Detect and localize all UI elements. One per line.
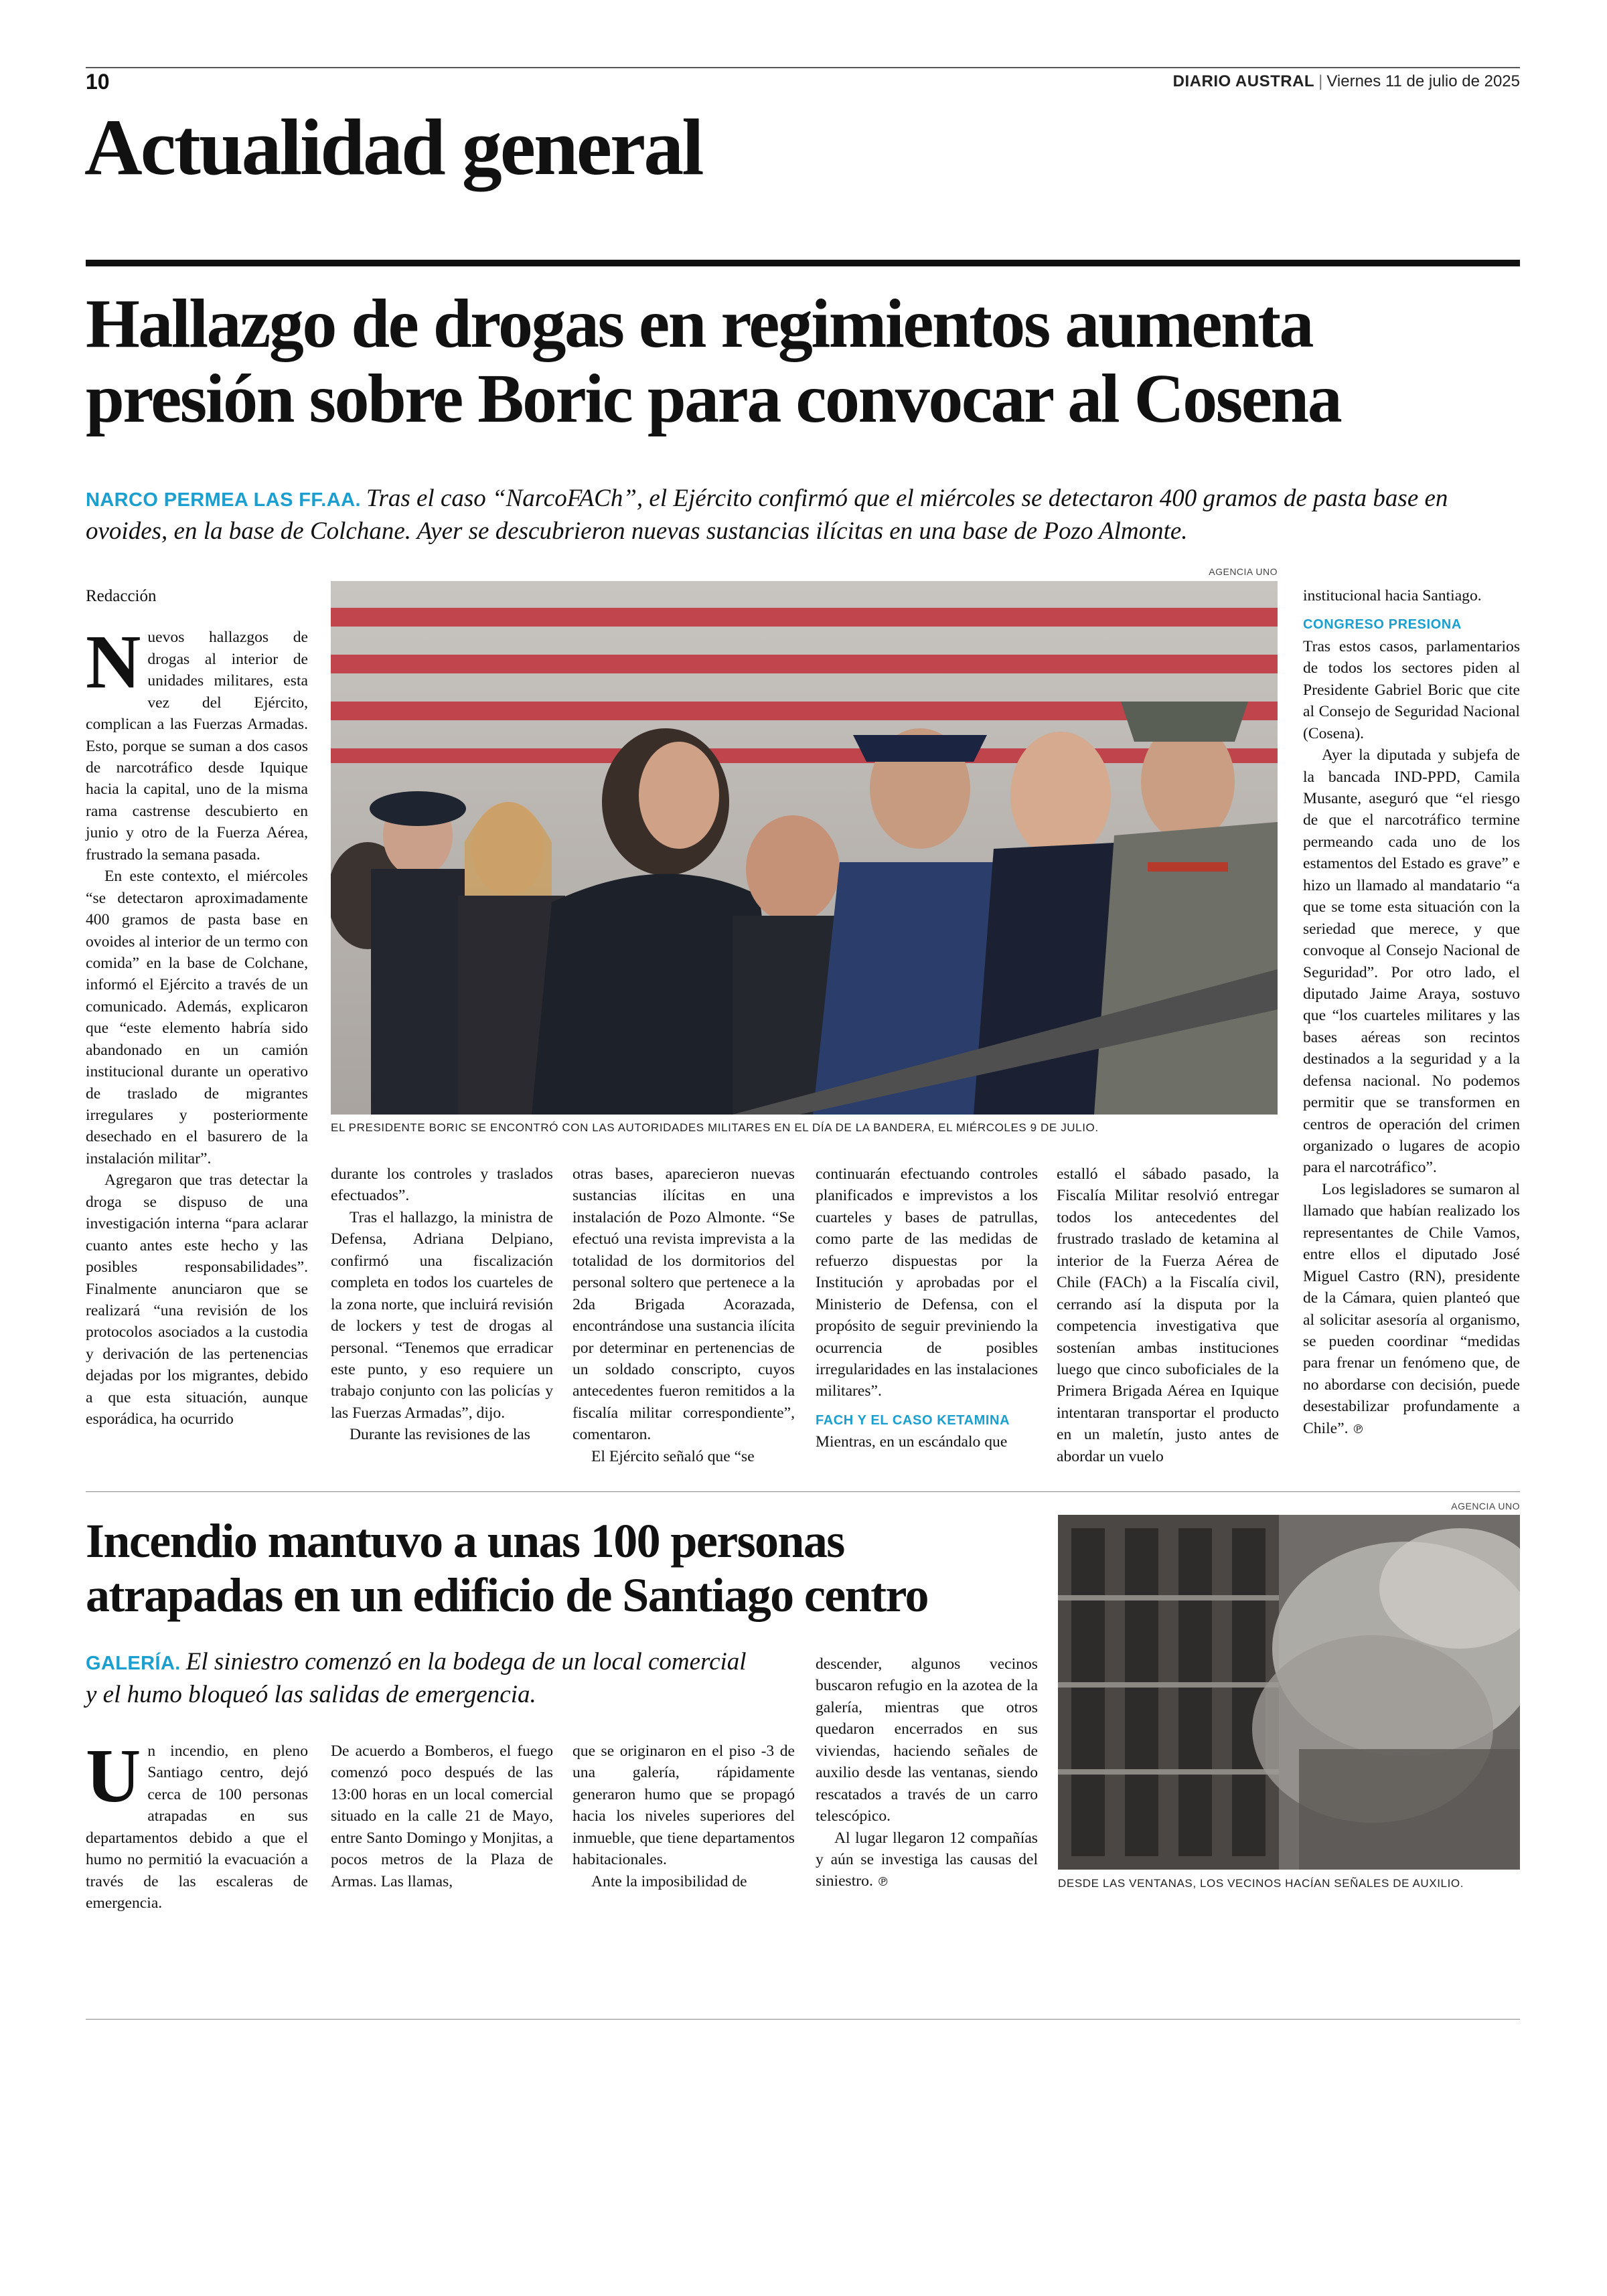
issue-date: Viernes 11 de julio de 2025 (1326, 72, 1520, 90)
article1-col6-p4: Los legisladores se sumaron al llamado que habían realizado los representantes de Chile Vamos, entre ellos el diputado José Miguel Castro (RN), presidente de la Cámara, quien planteó que al solicitar asesoría al organismo, se pueden coordinar “medidas para frenar un fenómeno que, de no abordarse con decisión, puede desestabilizar profundamente a Chile”. (1303, 1180, 1520, 1437)
top-rule (86, 67, 1520, 68)
article2-col4-p1: descender, algunos vecinos buscaron refugio en la azotea de la galería, mientras que otros quedaron encerrados en sus viviendas, haciendo señales de auxilio desde las ventanas, siendo rescatados a través de un carro telescópico. (816, 1655, 1038, 1825)
article1-col2-p3: Durante las revisiones de las (350, 1426, 530, 1444)
article1-column-2 (331, 1163, 553, 1446)
article2-lead (86, 1645, 755, 1711)
article1-column-3 (572, 1163, 795, 1467)
article2-photo-caption: DESDE LAS VENTANAS, LOS VECINOS HACÍAN SEÑALES DE AUXILIO. (1058, 1877, 1464, 1890)
article1-column-5 (1057, 1163, 1279, 1467)
article1-col6-p1: institucional hacia Santiago. (1303, 587, 1482, 604)
article1-column-4 (816, 1163, 1038, 1453)
article2-column-1 (86, 1733, 308, 1914)
article1-col1-p3: Agregaron que tras detectar la droga se dispuso de una investigación interna “para aclarar cuanto antes este hecho y las posibles responsabilidades”. Finalmente anunciaron que se realizará “una revisión de los protocolos asociados a la custodia y derivación de las pertenencias dejadas por los migrantes, debido a que esta situación, aunque esporádica, ha ocurrido (86, 1171, 308, 1428)
article1-dropcap: N (86, 619, 141, 705)
article2-dropcap: U (86, 1733, 141, 1818)
article1-photo-credit: AGENCIA UNO (1209, 566, 1278, 577)
article2-photo (1058, 1515, 1520, 1870)
article2-lead-text: El siniestro comenzó en la bodega de un local comercial y el humo bloqueó las salidas de emergencia. (86, 1648, 747, 1709)
article1-end-mark: ℗ (1352, 1422, 1365, 1437)
article2-col4-p2: Al lugar llegaron 12 compañías y aún se investiga las causas del siniestro. (816, 1829, 1038, 1890)
article1-headline: Hallazgo de drogas en regimientos aumenta presión sobre Boric para convocar al Cosena (86, 285, 1341, 438)
article1-col1-p1: uevos hallazgos de drogas al interior de unidades militares, esta vez del Ejército, complican a las Fuerzas Armadas. Esto, porque se suman a dos casos de narcotráfico desde Iquique hacia la capital, uno de la misma rama castrense descubierto en junio y otro de la Fuerza Aérea, frustrado la semana pasada. (86, 629, 308, 864)
publication-name: DIARIO AUSTRAL (1172, 72, 1315, 90)
article1-col3-p1: otras bases, aparecieron nuevas sustancias ilícitas en una instalación de Pozo Almonte. “Se efectuó una revista imprevista a la totalidad de los dormitorios del personal soltero que pertenece a la 2da Brigada Acorazada, encontrándose una sustancia ilícita por determinar en pertenencias de un soldado conscripto, cuyos antecedentes fueron remitidos a la fiscalía militar correspondiente”, comentaron. (572, 1165, 795, 1444)
article1-col4-p2: Mientras, en un escándalo que (816, 1433, 1008, 1451)
masthead-separator: | (1318, 72, 1323, 90)
article1-col2-p1: durante los controles y traslados efectuados”. (331, 1165, 553, 1205)
article2-col2-text: De acuerdo a Bomberos, el fuego comenzó poco después de las 13:00 horas en un local comercial situado en la calle 21 de Mayo, entre Santo Domingo y Monjitas, a pocos metros de la Plaza de Armas. Las llamas, (331, 1742, 553, 1890)
article2-col1-text: n incendio, en pleno Santiago centro, dejó cerca de 100 personas atrapadas en sus departamentos debido a que el humo no permitió la evacuación a través de las escaleras de emergencia. (86, 1742, 308, 1912)
page-number: 10 (86, 70, 110, 94)
bottom-divider (86, 2019, 1520, 2020)
article1-column-6 (1303, 585, 1520, 1439)
article2-end-mark: ℗ (876, 1875, 889, 1890)
subhead-congreso: CONGRESO PRESIONA (1303, 617, 1462, 633)
article2-kicker: GALERÍA. (86, 1653, 181, 1674)
article1-col4-p1: continuarán efectuando controles planificados e imprevistos a los cuarteles y bases de patrullas, como parte de las medidas de refuerzo dispuestas por la Institución y aprobadas por el Ministerio de Defensa, con el propósito de seguir previniendo la ocurrencia de posibles irregularidades en las instalaciones militares”. (816, 1165, 1038, 1400)
article1-photo (331, 581, 1278, 1115)
article1-lead-text: Tras el caso “NarcoFACh”, el Ejército confirmó que el miércoles se detectaron 400 gramos de pasta base en ovoides, en la base de Colchane. Ayer se descubrieron nuevas sustancias ilícitas en una base de Pozo Almonte. (86, 485, 1448, 546)
article1-col6-p3: Ayer la diputada y subjefa de la bancada IND-PPD, Camila Musante, aseguró que “el riesgo de que el narcotráfico termine permeando cada uno de los estamentos del Estado es grave” e hizo un llamado al mandatario “a que se tome esta situación con la seriedad que merece, y que convoque al Consejo Nacional de Seguridad”. Por otro lado, el diputado Jaime Araya, sostuvo que “los cuarteles militares y las bases aéreas son recintos destinados a la seguridad y a la defensa nacional. No podemos permitir que se transformen en centros de operación del crimen organizado o lugares de acopio para el narcotráfico”. (1303, 746, 1520, 1177)
article1-column-1 (86, 585, 308, 1430)
article2-column-2 (331, 1740, 553, 1892)
article1-col2-p2: Tras el hallazgo, la ministra de Defensa, Adriana Delpiano, confirmó una fiscalización completa en todos los cuarteles de la zona norte, que incluirá revisión de lockers y test de drogas al personal. “Tenemos que erradicar este punto, y eso requiere un trabajo conjunto con las policías y las Fuerzas Armadas”, dijo. (331, 1208, 553, 1422)
article1-col1-p2: En este contexto, el miércoles “se detectaron aproximadamente 400 gramos de pasta base en ovoides al interior de un termo con comida” en la base de Colchane, informó el Ejército a través de un comunicado. Además, explicaron que “este elemento habría sido abandonado en un camión institucional durante un operativo de traslado de migrantes irregulares y posteriormente desechado en el basurero de la instalación militar”. (86, 868, 308, 1167)
article1-byline: Redacción (86, 587, 157, 605)
article1-col5-p1: estalló el sábado pasado, la Fiscalía Militar resolvió entregar todos los antecedentes del frustrado traslado de ketamina al interior de la Fuerza Aérea de Chile (FACh) a la Fiscalía civil, cerrando así la disputa por la competencia investigativa que sostenían ambas instituciones luego que cinco suboficiales de la Primera Brigada Aérea en Iquique intentaran transportar el producto en un maletín, justo antes de abordar un vuelo (1057, 1165, 1279, 1465)
article-divider (86, 1491, 1520, 1492)
article1-kicker: NARCO PERMEA LAS FF.AA. (86, 489, 361, 511)
masthead (1173, 72, 1520, 91)
article2-photo-credit: AGENCIA UNO (1451, 1501, 1520, 1511)
article1-col3-p2: El Ejército señaló que “se (591, 1447, 755, 1465)
article2-column-3 (572, 1740, 795, 1892)
article1-col6-p2: Tras estos casos, parlamentarios de todos los sectores piden al Presidente Gabriel Boric que cite al Consejo de Seguridad Nacional (Cosena). (1303, 637, 1520, 742)
section-rule (86, 260, 1520, 266)
article1-lead (86, 482, 1520, 548)
article1-photo-caption: EL PRESIDENTE BORIC SE ENCONTRÓ CON LAS AUTORIDADES MILITARES EN EL DÍA DE LA BANDERA, EL MIÉRCOLES 9 DE JULIO. (331, 1121, 1099, 1134)
subhead-fach: FACH Y EL CASO KETAMINA (816, 1412, 1010, 1428)
article2-col3-p1: que se originaron en el piso -3 de una galería, rápidamente generaron humo que se propagó hacia los niveles superiores del inmueble, que tiene departamentos habitacionales. (572, 1742, 795, 1869)
section-title: Actualidad general (84, 102, 702, 191)
article2-column-4 (816, 1653, 1038, 1892)
article2-col3-p2: Ante la imposibilidad de (591, 1872, 747, 1890)
article2-headline: Incendio mantuvo a unas 100 personas atrapadas en un edificio de Santiago centro (86, 1514, 928, 1622)
